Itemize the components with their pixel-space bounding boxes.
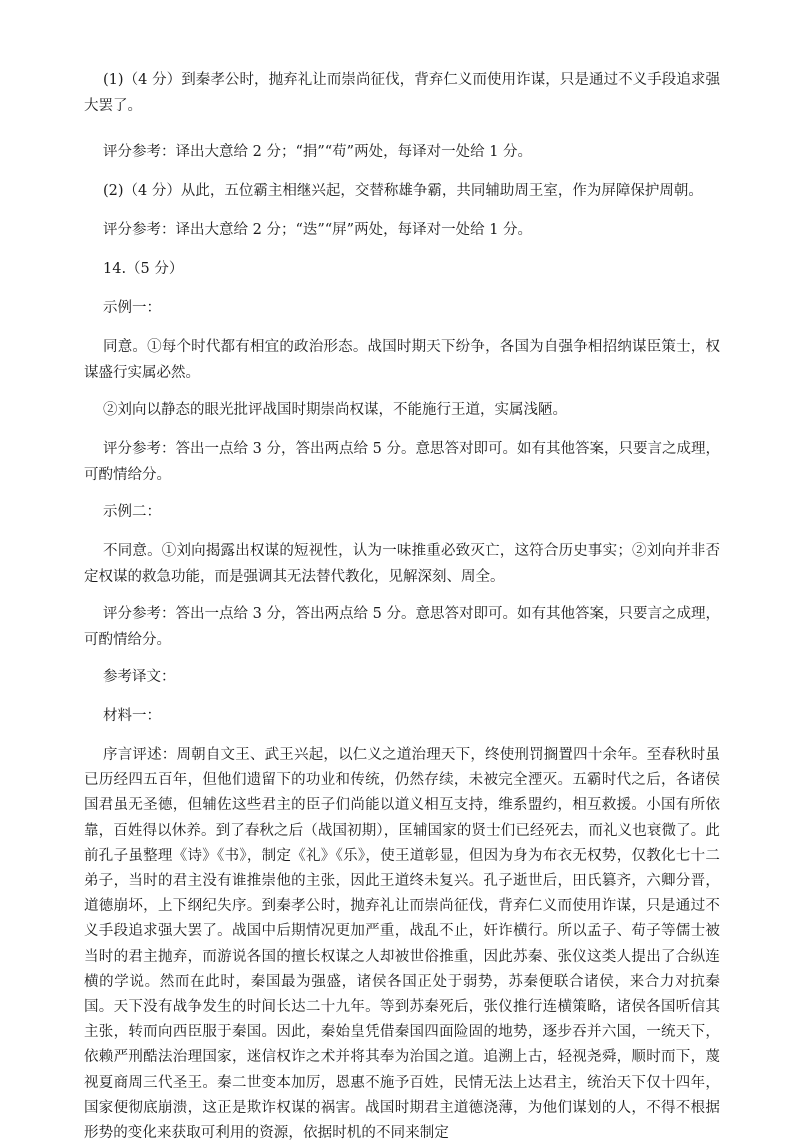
question-14-heading: 14.（5 分） xyxy=(103,261,184,277)
reference-translation-heading: 参考译文： xyxy=(103,669,176,685)
scoring-note-example-two: 评分参考：答出一点给 3 分，答出两点给 5 分。意思答对即可。如有其他答案，只要言之成理，可酌情给分。 xyxy=(84,606,720,648)
scoring-note-13-2: 评分参考：译出大意给 2 分；“迭”“屏”两处，每译对一处给 1 分。 xyxy=(103,222,533,238)
example-two-answer: 不同意。①刘向揭露出权谋的短视性，认为一味推重必致灭亡，这符合历史事实；②刘向并非否定权谋的救急功能，而是强调其无法替代教化，见解深刻、周全。 xyxy=(84,543,720,585)
example-two-heading: 示例二： xyxy=(103,504,161,520)
material-one-heading: 材料一： xyxy=(103,708,161,724)
material-one-translation: 序言评述：周朝自文王、武王兴起，以仁义之道治理天下，终使刑罚搁置四十余年。至春秋时虽已历经四五百年，但他们遗留下的功业和传统，仍然存续，未被完全湮灭。五霸时代之后，各诸侯国君虽无圣德，但辅佐这些君主的臣子们尚能以道义相互支持，维系盟约，相互救援。小国有所依靠，百姓得以休养。到了春秋之后（战国初期），匡辅国家的贤士们已经死去，而礼义也衰微了。此前孔子虽整理《诗》《书》，制定《礼》《乐》，使王道彰显，但因为身为布衣无权势，仅教化七十二弟子，当时的君主没有谁推崇他的主张，因此王道终未复兴。孔子逝世后，田氏篡齐，六卿分晋，道德崩坏，上下纲纪失序。到秦孝公时，抛弃礼让而崇尚征伐，背弃仁义而使用诈谋，只是通过不义手段追求强大罢了。战国中后期情况更加严重，战乱不止，奸诈横行。所以孟子、荀子等儒士被当时的君主抛弃，而游说各国的擅长权谋之人却被世俗推重，因此苏秦、张仪这类人提出了合纵连横的学说。然而在此时，秦国最为强盛，诸侯各国正处于弱势，苏秦便联合诸侯，来合力对抗秦国。天下没有战争发生的时间长达二十九年。等到苏秦死后，张仪推行连横策略，诸侯各国听信其主张，转而向西臣服于秦国。因此，秦始皇凭借秦国四面险固的地势，逐步吞并六国，一统天下，依赖严刑酷法治理国家，迷信权诈之术并将其奉为治国之道。追溯上古，轻视尧舜，顺时而下，蔑视夏商周三代圣王。秦二世变本加厉，恩惠不施予百姓，民情无法上达君主，统治天下仅十四年，国家便彻底崩溃，这正是欺诈权谋的祸害。战国时期君主道德浇薄，为他们谋划的人，不得不根据形势的变化来获取可利用的资源，依据时机的不同来制定 xyxy=(84,747,720,1142)
example-one-heading: 示例一： xyxy=(103,300,161,316)
example-one-point-two: ②刘向以静态的眼光批评战国时期崇尚权谋，不能施行王道，实属浅陋。 xyxy=(103,402,567,418)
scoring-note-example-one: 评分参考：答出一点给 3 分，答出两点给 5 分。意思答对即可。如有其他答案，只要言之成理，可酌情给分。 xyxy=(84,441,720,483)
answer-13-2-translation: (2)（4 分）从此，五位霸主相继兴起，交替称雄争霸，共同辅助周王室，作为屏障保护周朝。 xyxy=(103,183,703,199)
example-one-answer: 同意。①每个时代都有相宜的政治形态。战国时期天下纷争，各国为自强争相招纳谋臣策士，权谋盛行实属必然。 xyxy=(84,339,720,381)
answer-13-1-translation: (1)（4 分）到秦孝公时，抛弃礼让而崇尚征伐，背弃仁义而使用诈谋，只是通过不义手段追求强大罢了。 xyxy=(84,72,720,114)
scoring-note-13-1: 评分参考：译出大意给 2 分；“捐”“苟”两处，每译对一处给 1 分。 xyxy=(103,144,533,160)
